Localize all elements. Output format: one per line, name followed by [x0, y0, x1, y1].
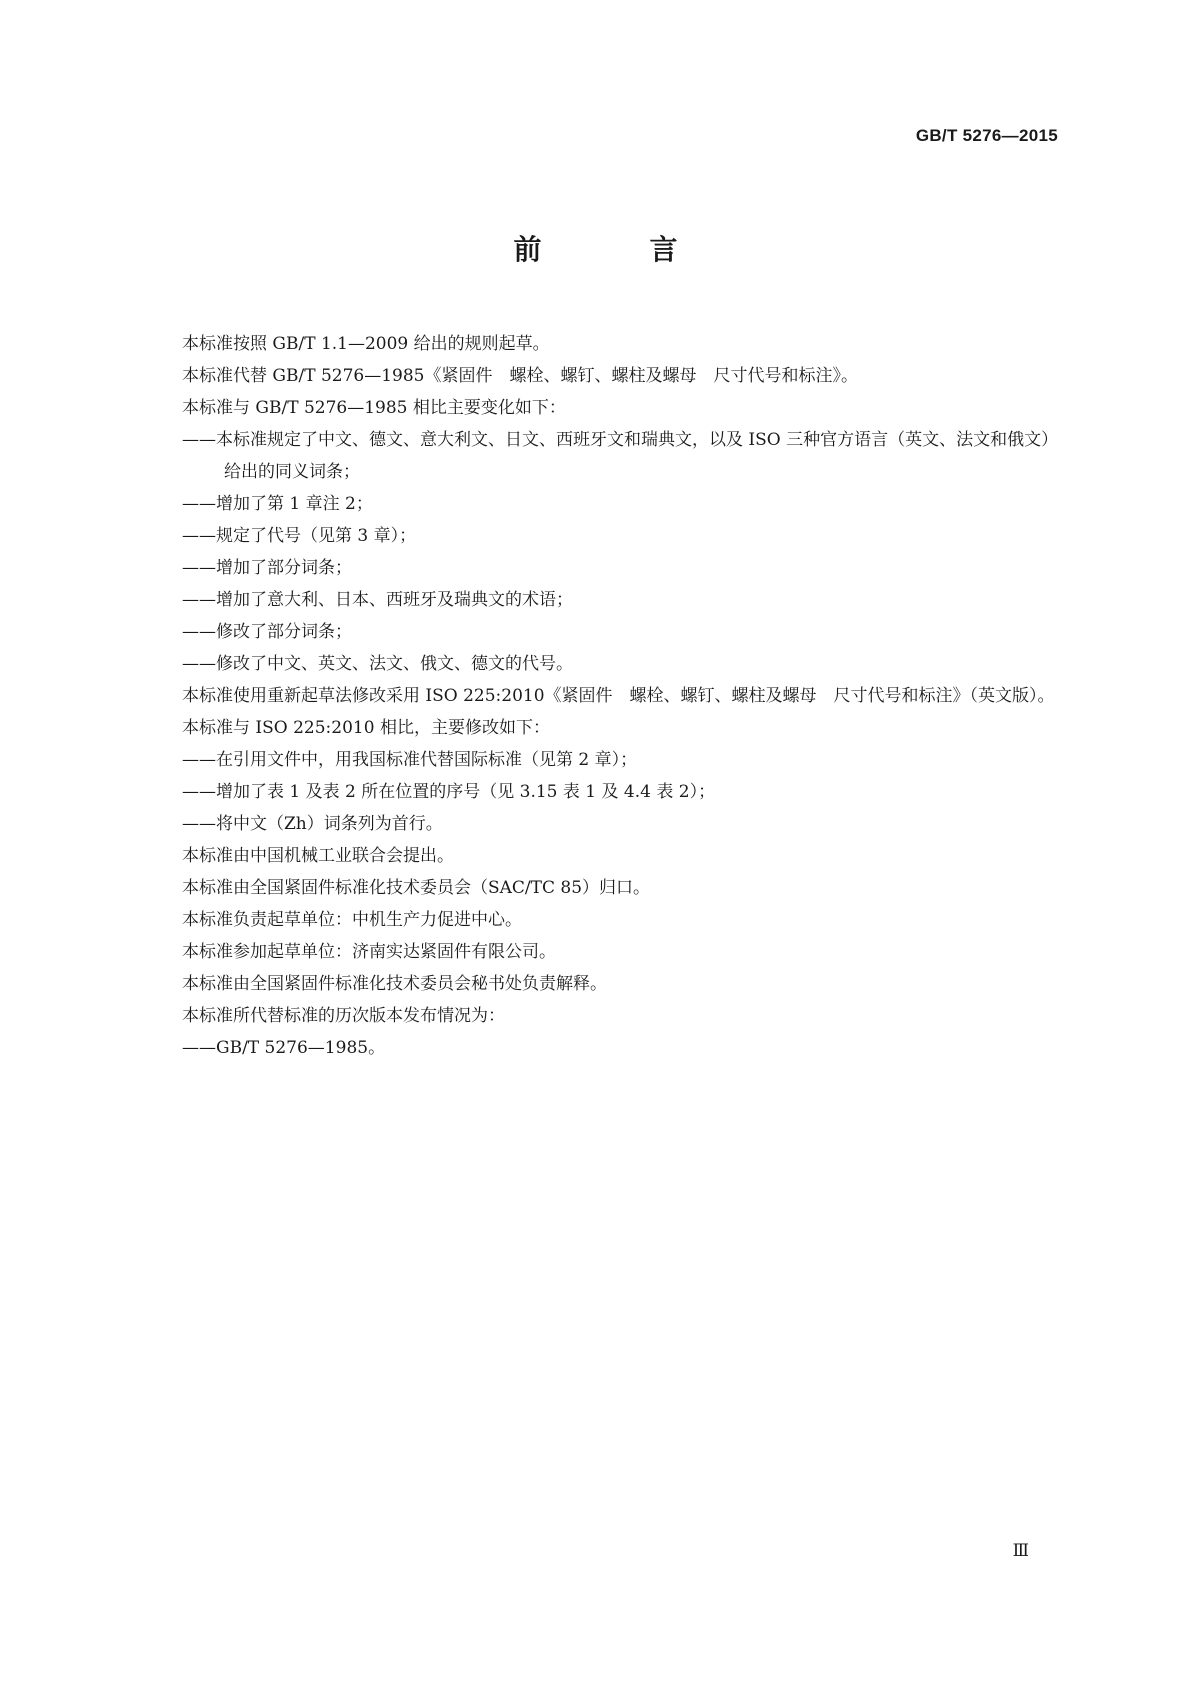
- list-item: ——在引用文件中，用我国标准代替国际标准（见第 2 章）；: [182, 750, 638, 770]
- paragraph: 本标准参加起草单位：济南实达紧固件有限公司。: [182, 942, 556, 962]
- paragraph: 本标准由全国紧固件标准化技术委员会秘书处负责解释。: [182, 974, 607, 994]
- list-item: ——规定了代号（见第 3 章）；: [182, 526, 417, 546]
- paragraph: 本标准使用重新起草法修改采用 ISO 225:2010《紧固件 螺栓、螺钉、螺柱及螺母 尺寸代号和标注》（英文版）。: [182, 686, 1055, 706]
- paragraph: 本标准代替 GB/T 5276—1985《紧固件 螺栓、螺钉、螺柱及螺母 尺寸代号和标注》。: [182, 366, 858, 386]
- list-item: ——增加了部分词条；: [182, 558, 352, 578]
- paragraph: 本标准由中国机械工业联合会提出。: [182, 846, 454, 866]
- list-item: ——修改了部分词条；: [182, 622, 352, 642]
- list-item: ——GB/T 5276—1985。: [182, 1038, 386, 1058]
- page-number: Ⅲ: [1012, 1541, 1029, 1560]
- list-item: ——将中文（Zh）词条列为首行。: [182, 814, 443, 834]
- list-item: ——本标准规定了中文、德文、意大利文、日文、西班牙文和瑞典文，以及 ISO 三种官方语言（英文、法文和俄文）给出的同义词条；: [182, 430, 1050, 482]
- list-item: ——增加了意大利、日本、西班牙及瑞典文的术语；: [182, 590, 573, 610]
- paragraph: 本标准按照 GB/T 1.1—2009 给出的规则起草。: [182, 334, 550, 354]
- paragraph: 本标准由全国紧固件标准化技术委员会（SAC/TC 85）归口。: [182, 878, 651, 898]
- paragraph: 本标准与 GB/T 5276—1985 相比主要变化如下：: [182, 398, 566, 418]
- paragraph: 本标准负责起草单位：中机生产力促进中心。: [182, 910, 522, 930]
- list-item: ——增加了表 1 及表 2 所在位置的序号（见 3.15 表 1 及 4.4 表 2）；: [182, 782, 716, 802]
- foreword-body: [148, 328, 1058, 1064]
- paragraph: 本标准与 ISO 225:2010 相比，主要修改如下：: [182, 718, 550, 738]
- list-item: ——修改了中文、英文、法文、俄文、德文的代号。: [182, 654, 573, 674]
- list-item: ——增加了第 1 章注 2；: [182, 494, 373, 514]
- page-title: 前 言: [513, 233, 718, 266]
- paragraph: 本标准所代替标准的历次版本发布情况为：: [182, 1006, 505, 1026]
- document-code: GB/T 5276—2015: [915, 126, 1058, 145]
